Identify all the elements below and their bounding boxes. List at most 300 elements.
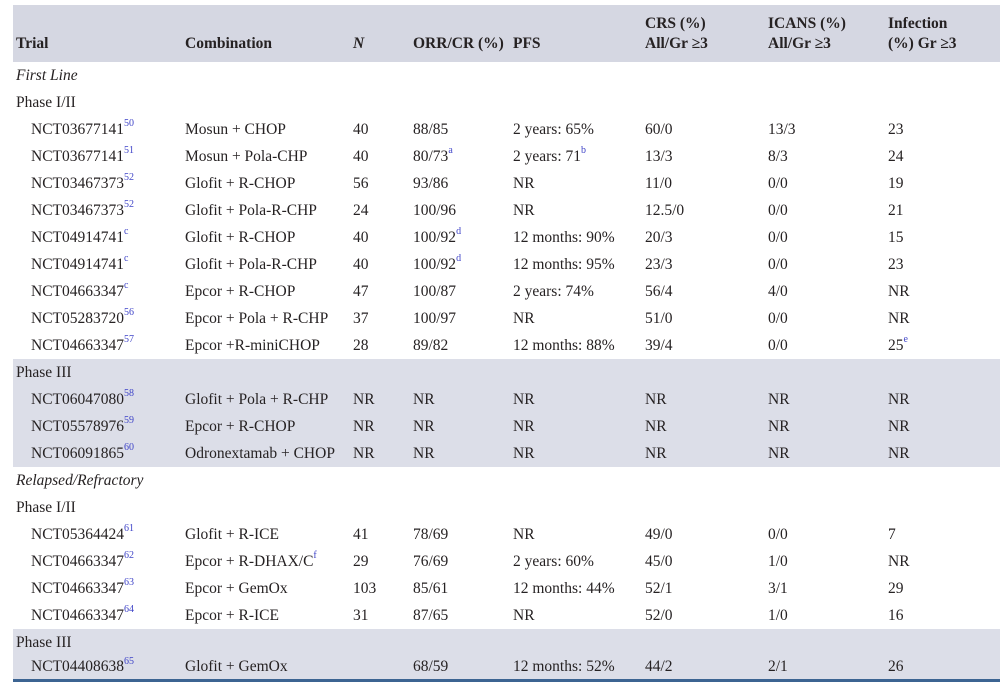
- cell-combination-text: Glofit + Pola-R-CHP: [185, 201, 317, 219]
- cell-combination: [182, 602, 350, 629]
- cell-orr: [410, 116, 510, 143]
- cell-combination-text: Epcor + GemOx: [185, 579, 288, 597]
- cell-crs: [642, 440, 765, 467]
- clinical-trials-table-wrap: [13, 5, 1005, 682]
- trial-data-row: [13, 440, 1000, 467]
- cell-orr-text: 100/87: [413, 282, 457, 300]
- cell-icans: [765, 386, 885, 413]
- cell-pfs-text: 12 months: 90%: [513, 228, 615, 246]
- cell-n: [350, 143, 410, 170]
- cell-trial-text: NCT03677141: [31, 147, 124, 165]
- cell-trial: [13, 386, 182, 413]
- cell-trial: [13, 332, 182, 359]
- trial-data-row: [13, 521, 1000, 548]
- trial-data-row: [13, 656, 1000, 680]
- column-header-pfs: [510, 5, 642, 62]
- cell-n: [350, 413, 410, 440]
- cell-trial: [13, 143, 182, 170]
- citation-reference-link[interactable]: 61: [124, 523, 134, 535]
- citation-reference-link[interactable]: 58: [124, 388, 134, 400]
- cell-crs-text: 39/4: [645, 336, 673, 354]
- cell-infection-text: NR: [888, 417, 910, 435]
- cell-orr: [410, 170, 510, 197]
- cell-n-text: 103: [353, 579, 377, 597]
- cell-combination-text: Glofit + GemOx: [185, 658, 288, 676]
- cell-icans-text: NR: [768, 444, 790, 462]
- cell-infection: [885, 575, 1000, 602]
- cell-pfs-text: NR: [513, 201, 535, 219]
- cell-infection: [885, 332, 1000, 359]
- cell-crs-text: 20/3: [645, 228, 673, 246]
- cell-trial-text: NCT05283720: [31, 309, 124, 327]
- cell-icans: [765, 521, 885, 548]
- cell-trial-text: NCT04663347: [31, 552, 124, 570]
- clinical-trials-table: [13, 5, 1000, 682]
- cell-crs-text: 56/4: [645, 282, 673, 300]
- column-header-pfs-line: PFS: [513, 35, 541, 53]
- cell-crs-text: 52/0: [645, 606, 673, 624]
- cell-orr: [410, 575, 510, 602]
- cell-trial-text: NCT04663347: [31, 336, 124, 354]
- subsection-label: Phase I/II: [16, 93, 76, 111]
- section-label: First Line: [16, 66, 78, 84]
- cell-orr: [410, 224, 510, 251]
- cell-pfs-text: NR: [513, 606, 535, 624]
- cell-icans-text: 0/0: [768, 525, 788, 543]
- cell-pfs: [510, 521, 642, 548]
- trial-data-row: [13, 602, 1000, 629]
- cell-n-text: 37: [353, 309, 369, 327]
- subsection-label: Phase I/II: [16, 498, 76, 516]
- footnote-marker: c: [124, 226, 129, 238]
- cell-n-text: 56: [353, 174, 369, 192]
- cell-icans: [765, 197, 885, 224]
- cell-infection: [885, 116, 1000, 143]
- cell-infection: [885, 224, 1000, 251]
- cell-n: [350, 224, 410, 251]
- cell-n: [350, 656, 410, 680]
- cell-infection-text: 19: [888, 174, 904, 192]
- cell-infection: [885, 440, 1000, 467]
- cell-orr: [410, 143, 510, 170]
- cell-crs: [642, 197, 765, 224]
- cell-crs: [642, 251, 765, 278]
- cell-crs-text: 49/0: [645, 525, 673, 543]
- cell-pfs: [510, 116, 642, 143]
- trial-data-row: [13, 386, 1000, 413]
- cell-pfs: [510, 575, 642, 602]
- trial-data-row: [13, 143, 1000, 170]
- cell-infection: [885, 386, 1000, 413]
- cell-pfs: [510, 440, 642, 467]
- cell-combination-text: Glofit + R-ICE: [185, 525, 279, 543]
- column-header-n-line: N: [353, 35, 365, 53]
- cell-infection: [885, 278, 1000, 305]
- trial-data-row: [13, 251, 1000, 278]
- cell-n: [350, 278, 410, 305]
- cell-combination: [182, 440, 350, 467]
- cell-trial-text: NCT03467373: [31, 174, 124, 192]
- cell-pfs: [510, 548, 642, 575]
- section-label: Relapsed/Refractory: [16, 471, 144, 489]
- cell-orr-text: 93/86: [413, 174, 449, 192]
- cell-n-text: 31: [353, 606, 369, 624]
- cell-trial: [13, 575, 182, 602]
- cell-pfs-text: NR: [513, 444, 535, 462]
- cell-orr-text: 88/85: [413, 120, 449, 138]
- cell-crs-text: 60/0: [645, 120, 673, 138]
- cell-trial-text: NCT05364424: [31, 525, 124, 543]
- trial-data-row: [13, 197, 1000, 224]
- cell-crs-text: 23/3: [645, 255, 673, 273]
- cell-trial: [13, 602, 182, 629]
- cell-orr-text: 100/92: [413, 255, 457, 273]
- cell-combination-text: Epcor + Pola + R-CHP: [185, 309, 329, 327]
- cell-pfs-text: NR: [513, 309, 535, 327]
- cell-infection-text: NR: [888, 390, 910, 408]
- citation-reference-link[interactable]: 50: [124, 118, 134, 130]
- cell-combination: [182, 521, 350, 548]
- footnote-marker: f: [313, 550, 317, 562]
- cell-crs: [642, 602, 765, 629]
- trial-data-row: [13, 224, 1000, 251]
- cell-combination: [182, 656, 350, 680]
- cell-icans: [765, 278, 885, 305]
- footnote-marker: d: [456, 226, 462, 238]
- cell-pfs-text: NR: [513, 174, 535, 192]
- cell-trial-text: NCT05578976: [31, 417, 124, 435]
- cell-combination-text: Epcor + R-DHAX/C: [185, 552, 314, 570]
- cell-pfs-text: 2 years: 60%: [513, 552, 594, 570]
- cell-combination: [182, 116, 350, 143]
- footnote-marker: e: [903, 334, 908, 346]
- cell-trial-text: NCT06047080: [31, 390, 124, 408]
- cell-icans-text: 8/3: [768, 147, 788, 165]
- cell-n: [350, 521, 410, 548]
- cell-n: [350, 440, 410, 467]
- trial-data-row: [13, 116, 1000, 143]
- cell-orr: [410, 440, 510, 467]
- cell-orr: [410, 413, 510, 440]
- cell-n-text: 47: [353, 282, 369, 300]
- cell-pfs: [510, 197, 642, 224]
- cell-crs: [642, 143, 765, 170]
- cell-crs-text: 52/1: [645, 579, 673, 597]
- cell-crs: [642, 575, 765, 602]
- cell-infection-text: 25: [888, 336, 904, 354]
- cell-trial: [13, 197, 182, 224]
- cell-orr: [410, 602, 510, 629]
- cell-pfs: [510, 278, 642, 305]
- cell-infection: [885, 251, 1000, 278]
- cell-trial: [13, 116, 182, 143]
- cell-pfs-text: NR: [513, 525, 535, 543]
- cell-infection-text: 21: [888, 201, 904, 219]
- cell-orr-text: 85/61: [413, 579, 449, 597]
- cell-crs: [642, 332, 765, 359]
- trial-data-row: [13, 548, 1000, 575]
- cell-orr: [410, 332, 510, 359]
- cell-orr-text: 78/69: [413, 525, 449, 543]
- column-header-combination-line: Combination: [185, 35, 272, 53]
- subsection-label: Phase III: [13, 629, 1000, 656]
- subsection-row: [13, 629, 1000, 656]
- cell-infection-text: 23: [888, 120, 904, 138]
- header-row: [13, 5, 1000, 62]
- cell-combination: [182, 197, 350, 224]
- cell-combination: [182, 575, 350, 602]
- cell-icans-text: 1/0: [768, 606, 788, 624]
- cell-trial-text: NCT04914741: [31, 228, 124, 246]
- citation-reference-link[interactable]: 51: [124, 145, 134, 157]
- cell-orr: [410, 548, 510, 575]
- cell-pfs: [510, 170, 642, 197]
- column-header-crs-line: CRS (%): [645, 15, 706, 33]
- trial-data-row: [13, 575, 1000, 602]
- cell-icans: [765, 332, 885, 359]
- cell-orr: [410, 521, 510, 548]
- cell-infection-text: NR: [888, 552, 910, 570]
- cell-icans: [765, 143, 885, 170]
- cell-pfs: [510, 332, 642, 359]
- column-header-combination: [182, 5, 350, 62]
- cell-n-text: 24: [353, 201, 369, 219]
- cell-combination-text: Epcor + R-ICE: [185, 606, 279, 624]
- cell-trial-text: NCT04914741: [31, 255, 124, 273]
- cell-icans-text: 13/3: [768, 120, 796, 138]
- cell-icans: [765, 602, 885, 629]
- cell-crs: [642, 521, 765, 548]
- cell-trial: [13, 224, 182, 251]
- citation-reference-link[interactable]: 62: [124, 550, 134, 562]
- cell-icans: [765, 116, 885, 143]
- citation-reference-link[interactable]: 59: [124, 415, 134, 427]
- cell-orr: [410, 305, 510, 332]
- cell-n-text: NR: [353, 417, 375, 435]
- column-header-icans-line: ICANS (%): [768, 15, 846, 33]
- cell-pfs-text: 2 years: 65%: [513, 120, 594, 138]
- cell-orr-text: 89/82: [413, 336, 449, 354]
- column-header-orr-line: ORR/CR (%): [413, 35, 504, 53]
- cell-combination: [182, 305, 350, 332]
- cell-crs-text: 12.5/0: [645, 201, 685, 219]
- cell-combination: [182, 170, 350, 197]
- cell-icans-text: 2/1: [768, 658, 788, 676]
- cell-n: [350, 251, 410, 278]
- citation-reference-link[interactable]: 63: [124, 577, 134, 589]
- cell-combination-text: Mosun + Pola-CHP: [185, 147, 308, 165]
- cell-infection-text: 24: [888, 147, 904, 165]
- cell-n: [350, 548, 410, 575]
- cell-trial-text: NCT03677141: [31, 120, 124, 138]
- cell-infection: [885, 656, 1000, 680]
- cell-infection: [885, 413, 1000, 440]
- footnote-marker: d: [456, 253, 462, 265]
- cell-crs: [642, 170, 765, 197]
- cell-trial: [13, 278, 182, 305]
- cell-trial: [13, 656, 182, 680]
- cell-icans-text: 0/0: [768, 201, 788, 219]
- cell-icans: [765, 305, 885, 332]
- cell-orr: [410, 278, 510, 305]
- cell-pfs: [510, 413, 642, 440]
- cell-pfs: [510, 224, 642, 251]
- cell-pfs: [510, 656, 642, 680]
- cell-combination-text: Epcor + R-CHOP: [185, 282, 296, 300]
- trial-data-row: [13, 332, 1000, 359]
- cell-combination-text: Epcor +R-miniCHOP: [185, 336, 320, 354]
- citation-reference-link[interactable]: 64: [124, 604, 134, 616]
- cell-crs: [642, 413, 765, 440]
- cell-orr-text: NR: [413, 390, 435, 408]
- cell-trial-text: NCT06091865: [31, 444, 124, 462]
- cell-icans-text: 0/0: [768, 255, 788, 273]
- cell-pfs-text: 2 years: 71: [513, 147, 582, 165]
- cell-trial: [13, 251, 182, 278]
- citation-reference-link[interactable]: 57: [124, 334, 134, 346]
- cell-crs: [642, 116, 765, 143]
- column-header-infection: [885, 5, 1000, 62]
- cell-crs: [642, 548, 765, 575]
- subsection-row: [13, 89, 1000, 116]
- cell-icans-text: 1/0: [768, 552, 788, 570]
- cell-infection: [885, 305, 1000, 332]
- cell-combination-text: Epcor + R-CHOP: [185, 417, 296, 435]
- cell-combination-text: Glofit + Pola-R-CHP: [185, 255, 317, 273]
- cell-combination: [182, 278, 350, 305]
- cell-combination: [182, 224, 350, 251]
- footnote-marker: c: [124, 253, 129, 265]
- cell-crs: [642, 656, 765, 680]
- cell-icans: [765, 224, 885, 251]
- cell-trial: [13, 521, 182, 548]
- column-header-orr: [410, 5, 510, 62]
- cell-combination-text: Odronextamab + CHOP: [185, 444, 335, 462]
- cell-icans-text: NR: [768, 417, 790, 435]
- cell-crs-text: 45/0: [645, 552, 673, 570]
- cell-trial-text: NCT04408638: [31, 658, 124, 676]
- cell-infection-text: NR: [888, 282, 910, 300]
- cell-n: [350, 602, 410, 629]
- cell-n: [350, 305, 410, 332]
- cell-icans-text: 0/0: [768, 309, 788, 327]
- cell-pfs-text: NR: [513, 390, 535, 408]
- citation-reference-link[interactable]: 56: [124, 307, 134, 319]
- trial-data-row: [13, 170, 1000, 197]
- cell-icans-text: 4/0: [768, 282, 788, 300]
- cell-infection-text: NR: [888, 309, 910, 327]
- cell-combination: [182, 386, 350, 413]
- cell-infection: [885, 602, 1000, 629]
- cell-n-text: 40: [353, 120, 369, 138]
- cell-trial-text: NCT03467373: [31, 201, 124, 219]
- cell-pfs-text: 12 months: 88%: [513, 336, 615, 354]
- cell-orr-text: 100/97: [413, 309, 457, 327]
- cell-combination-text: Mosun + CHOP: [185, 120, 286, 138]
- cell-orr-text: NR: [413, 417, 435, 435]
- cell-icans: [765, 548, 885, 575]
- cell-combination: [182, 143, 350, 170]
- cell-infection-text: 16: [888, 606, 904, 624]
- cell-combination-text: Glofit + Pola + R-CHP: [185, 390, 329, 408]
- cell-crs-text: NR: [645, 444, 667, 462]
- footnote-marker: c: [124, 280, 129, 292]
- cell-n: [350, 170, 410, 197]
- citation-reference-link[interactable]: 60: [124, 442, 134, 454]
- cell-orr: [410, 656, 510, 680]
- cell-icans-text: 0/0: [768, 174, 788, 192]
- section-row: [13, 62, 1000, 89]
- cell-n-text: 40: [353, 255, 369, 273]
- column-header-crs: [642, 5, 765, 62]
- citation-reference-link[interactable]: 52: [124, 172, 134, 184]
- cell-n: [350, 197, 410, 224]
- footnote-marker: b: [581, 145, 587, 157]
- cell-infection-text: NR: [888, 444, 910, 462]
- column-header-crs-line: All/Gr ≥3: [645, 35, 708, 53]
- column-header-infection-line: Infection: [888, 15, 948, 33]
- cell-orr-text: NR: [413, 444, 435, 462]
- cell-icans: [765, 575, 885, 602]
- cell-pfs-text: 12 months: 95%: [513, 255, 615, 273]
- cell-crs-text: NR: [645, 417, 667, 435]
- cell-n: [350, 116, 410, 143]
- cell-orr-text: 80/73: [413, 147, 449, 165]
- cell-trial-text: NCT04663347: [31, 579, 124, 597]
- cell-infection-text: 23: [888, 255, 904, 273]
- cell-trial-text: NCT04663347: [31, 606, 124, 624]
- cell-trial: [13, 170, 182, 197]
- cell-crs: [642, 278, 765, 305]
- cell-orr-text: 100/92: [413, 228, 457, 246]
- cell-n: [350, 332, 410, 359]
- cell-pfs: [510, 143, 642, 170]
- cell-combination: [182, 413, 350, 440]
- citation-reference-link[interactable]: 65: [124, 656, 134, 668]
- cell-trial-text: NCT04663347: [31, 282, 124, 300]
- column-header-infection-line: (%) Gr ≥3: [888, 35, 957, 53]
- cell-orr-text: 87/65: [413, 606, 449, 624]
- subsection-row: [13, 494, 1000, 521]
- cell-n-text: 40: [353, 147, 369, 165]
- cell-n-text: NR: [353, 390, 375, 408]
- cell-combination: [182, 251, 350, 278]
- column-header-icans: [765, 5, 885, 62]
- cell-n-text: 41: [353, 525, 369, 543]
- cell-crs-text: 44/2: [645, 658, 673, 676]
- column-header-trial-line: Trial: [16, 35, 49, 53]
- cell-combination-text: Glofit + R-CHOP: [185, 228, 296, 246]
- cell-icans: [765, 170, 885, 197]
- cell-infection-text: 29: [888, 579, 904, 597]
- cell-icans: [765, 251, 885, 278]
- cell-pfs-text: NR: [513, 417, 535, 435]
- cell-crs-text: NR: [645, 390, 667, 408]
- cell-icans-text: 0/0: [768, 228, 788, 246]
- cell-trial: [13, 548, 182, 575]
- cell-pfs-text: 2 years: 74%: [513, 282, 594, 300]
- cell-n-text: 40: [353, 228, 369, 246]
- cell-combination: [182, 332, 350, 359]
- cell-crs: [642, 224, 765, 251]
- cell-infection: [885, 197, 1000, 224]
- cell-pfs-text: 12 months: 44%: [513, 579, 615, 597]
- subsection-label: Phase III: [13, 359, 1000, 386]
- cell-n: [350, 575, 410, 602]
- cell-pfs-text: 12 months: 52%: [513, 658, 615, 676]
- cell-infection-text: 7: [888, 525, 896, 543]
- citation-reference-link[interactable]: 52: [124, 199, 134, 211]
